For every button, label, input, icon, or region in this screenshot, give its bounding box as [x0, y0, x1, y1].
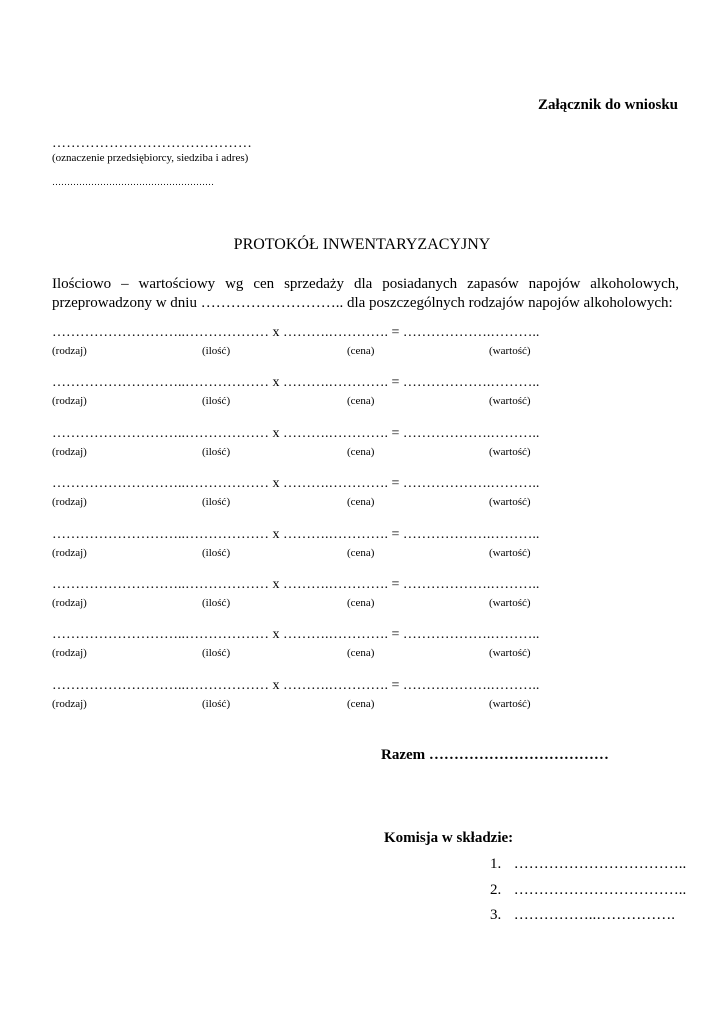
company-designation-dots: ……………………………………: [52, 136, 253, 151]
intro-paragraph: [52, 275, 679, 313]
inventory-row: [52, 426, 612, 476]
inventory-row: [52, 678, 612, 728]
inventory-row: [52, 476, 612, 526]
label-wartosc: (wartość): [489, 546, 531, 559]
inventory-row: [52, 627, 612, 677]
row-formula-dots: ………………………..……………… x ……….…………. = ……………….………..: [52, 375, 540, 391]
total-dots: ………………………………: [428, 747, 609, 763]
label-wartosc: (wartość): [489, 395, 531, 408]
label-wartosc: (wartość): [489, 647, 531, 660]
label-cena: (cena): [347, 546, 375, 559]
label-cena: (cena): [347, 697, 375, 710]
label-wartosc: (wartość): [489, 445, 531, 458]
label-cena: (cena): [347, 395, 375, 408]
label-ilosc: (ilość): [202, 395, 231, 408]
label-wartosc: (wartość): [489, 697, 531, 710]
total-line: [381, 747, 609, 764]
label-rodzaj: (rodzaj): [52, 546, 87, 559]
member-number: 1.: [490, 856, 502, 872]
label-cena: (cena): [347, 345, 375, 357]
label-wartosc: (wartość): [489, 496, 531, 509]
label-rodzaj: (rodzaj): [52, 647, 87, 660]
label-ilosc: (ilość): [202, 345, 231, 357]
label-cena: (cena): [347, 445, 375, 458]
total-label: Razem: [381, 747, 426, 763]
member-number: 2.: [490, 881, 502, 898]
label-rodzaj: (rodzaj): [52, 395, 87, 408]
commission-members: [490, 856, 686, 933]
member-dots: ……………..…………….: [513, 907, 675, 923]
label-ilosc: (ilość): [202, 496, 231, 509]
row-formula-dots: ………………………..……………… x ……….…………. = ……………….………..: [52, 325, 540, 340]
label-rodzaj: (rodzaj): [52, 496, 87, 509]
commission-heading: Komisja w składzie:: [384, 830, 514, 846]
intro-line-1: Ilościowo – wartościowy wg cen sprzedaży dla posiadanych zapasów napojów alkoholowych,: [52, 276, 679, 292]
list-item: [490, 882, 686, 908]
row-formula-dots: ………………………..……………… x ……….…………. = ……………….………..: [52, 476, 540, 492]
secondary-dots-line: ………………………………………………: [52, 177, 214, 187]
row-formula-dots: ………………………..……………… x ……….…………. = ……………….………..: [52, 576, 540, 592]
label-ilosc: (ilość): [202, 647, 231, 660]
member-dots: ……………………………..: [513, 881, 687, 898]
row-formula-dots: ………………………..……………… x ……….…………. = ……………….………..: [52, 425, 540, 441]
attachment-label: Załącznik do wniosku: [537, 97, 678, 113]
label-wartosc: (wartość): [489, 345, 531, 357]
inventory-row: [52, 375, 612, 425]
label-cena: (cena): [347, 647, 375, 660]
label-cena: (cena): [347, 596, 375, 609]
row-formula-dots: ………………………..……………… x ……….…………. = ……………….………..: [52, 627, 540, 643]
label-rodzaj: (rodzaj): [52, 596, 87, 609]
inventory-row: [52, 325, 612, 375]
label-rodzaj: (rodzaj): [52, 345, 87, 357]
inventory-row: [52, 527, 612, 577]
label-rodzaj: (rodzaj): [52, 445, 87, 458]
label-ilosc: (ilość): [202, 546, 231, 559]
label-wartosc: (wartość): [489, 596, 531, 609]
row-formula-dots: ………………………..……………… x ……….…………. = ……………….………..: [52, 677, 540, 693]
label-cena: (cena): [347, 496, 375, 509]
inventory-rows: [52, 325, 612, 728]
company-designation-caption: (oznaczenie przedsiębiorcy, siedziba i adres): [52, 152, 249, 164]
label-ilosc: (ilość): [202, 445, 231, 458]
member-number: 3.: [490, 907, 502, 923]
row-formula-dots: ………………………..……………… x ……….…………. = ……………….………..: [52, 526, 540, 542]
document-title: PROTOKÓŁ INWENTARYZACYJNY: [233, 236, 491, 253]
label-ilosc: (ilość): [202, 596, 231, 609]
list-item: [490, 907, 686, 933]
label-ilosc: (ilość): [202, 697, 231, 710]
list-item: [490, 856, 686, 882]
inventory-row: [52, 577, 612, 627]
label-rodzaj: (rodzaj): [52, 697, 87, 710]
intro-line-2: przeprowadzony w dniu ……………………….. dla poszczególnych rodzajów napojów alkoholowych:: [52, 295, 673, 311]
member-dots: ……………………………..: [513, 856, 687, 872]
